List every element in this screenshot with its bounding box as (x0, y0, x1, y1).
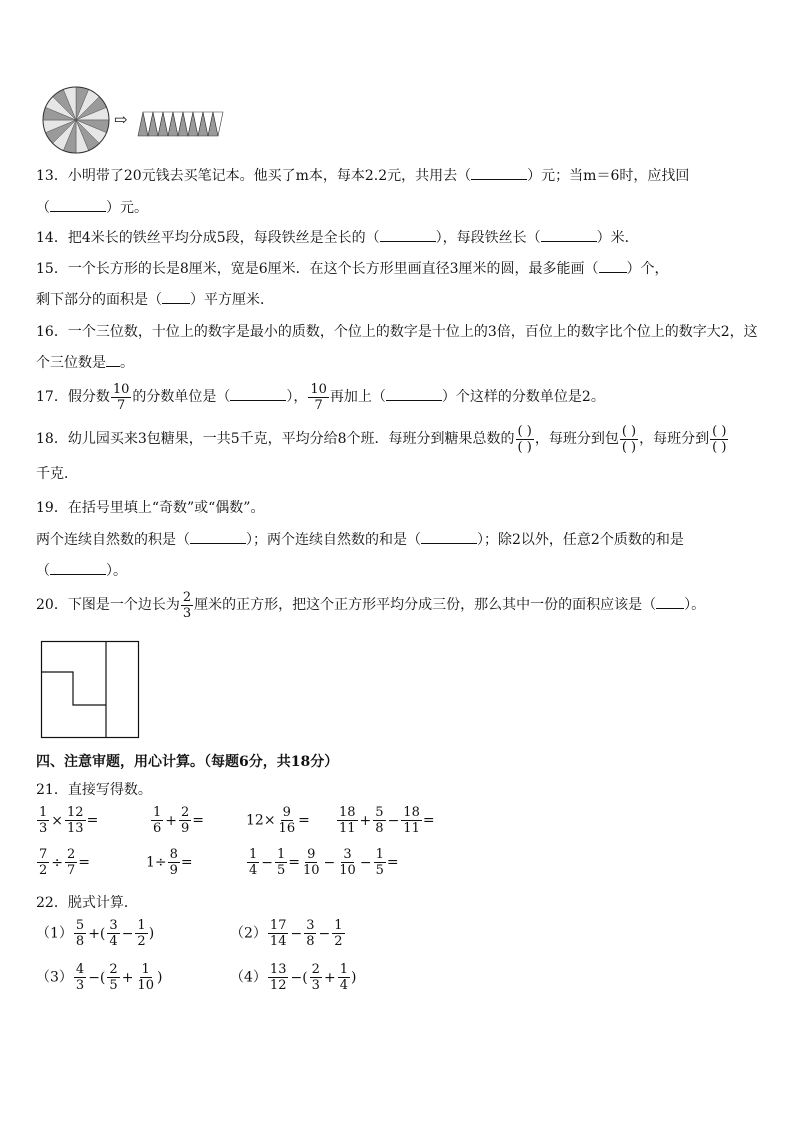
square-divided-figure (40, 640, 142, 740)
question-19-line-1: 19．在括号里填上“奇数”或“偶数”。 (36, 500, 265, 516)
answer-blank[interactable] (190, 531, 246, 544)
question-15-line-2: 剩下部分的面积是（ ）平方厘米． (36, 292, 274, 308)
question-21-title: 21．直接写得数。 (36, 782, 152, 798)
question-18-line-1: 18．幼儿园买来3包糖果，一共5千克，平均分给8个班．每班分到糖果总数的 $\frac{( )}{( )}$ ，每班分到包 $\frac{( )}{( )}$ ，每班分到 $\frac{( )}{( )}$ (36, 423, 727, 455)
question-16-line-2: 个三位数是 。 (36, 355, 134, 371)
rearranged-sectors-strip (134, 110, 226, 138)
answer-blank[interactable] (656, 596, 684, 609)
fraction: $\frac{10}{7}$ (112, 381, 130, 413)
question-15-line-1: 15．一个长方形的长是8厘米，宽是6厘米．在这个长方形里画直径3厘米的圆，最多能画（ ）个， (36, 261, 669, 277)
question-17: 17．假分数 $\frac{10}{7}$ 的分数单位是（ ）， $\frac{10}{7}$ 再加上（ ）个这样的分数单位是2。 (36, 381, 605, 413)
answer-blank[interactable] (380, 229, 436, 242)
answer-blank[interactable] (50, 199, 106, 212)
expr-22-3: （3） $\frac{4}{3}$ −( $\frac{2}{5}$ + $\frac{1}{10}$ ) (36, 962, 163, 993)
expr-21-6: 1÷ $\frac{8}{9}$ = (146, 847, 193, 878)
expr-22-1: （1） $\frac{5}{8}$ +( $\frac{3}{4}$ − $\frac{1}{2}$ ) (36, 918, 155, 949)
fraction-blank[interactable]: $\frac{( )}{( )}$ (621, 423, 637, 455)
answer-blank[interactable] (162, 291, 190, 304)
question-18-line-2: 千克． (36, 466, 78, 482)
fraction: $\frac{10}{7}$ (310, 381, 327, 413)
question-13-line-2: （ ）元。 (36, 200, 148, 216)
expr-21-8: $\frac{9}{10}$ − $\frac{3}{10}$ − $\frac{1}{5}$ = (303, 847, 399, 878)
expr-21-5: $\frac{7}{2}$ ÷ $\frac{2}{7}$ = (39, 847, 91, 878)
question-22-title: 22．脱式计算． (36, 895, 138, 911)
expr-21-3: 12× $\frac{9}{16}$ = (246, 805, 310, 836)
answer-blank[interactable] (599, 260, 627, 273)
answer-blank[interactable] (386, 388, 442, 401)
circle-sectors-figure (40, 84, 112, 156)
question-13-line-1: 13．小明带了20元钱去买笔记本。他买了m本，每本2.2元，共用去（ ）元；当m＝6时，应找回 (36, 168, 690, 184)
question-16-line-1: 16．一个三位数，十位上的数字是最小的质数，个位上的数字是十位上的3倍，百位上的数字比个位上的数字大2，这 (36, 324, 758, 340)
answer-blank[interactable] (230, 388, 286, 401)
fraction-blank[interactable]: $\frac{( )}{( )}$ (712, 423, 727, 455)
answer-blank[interactable] (50, 562, 106, 575)
expr-22-4: （4） $\frac{13}{12}$ −( $\frac{2}{3}$ + $\frac{1}{4}$ ) (230, 962, 357, 993)
question-19-line-2: 两个连续自然数的积是（ ）；两个连续自然数的和是（ ）；除2以外，任意2个质数的和是 (36, 532, 684, 548)
answer-blank[interactable] (106, 354, 120, 367)
section-4-title: 四、注意审题，用心计算。（每题6分，共18分） (36, 754, 339, 770)
question-14: 14．把4米长的铁丝平均分成5段，每段铁丝是全长的（ ），每段铁丝长（ ）米． (36, 230, 639, 246)
question-20: 20．下图是一个边长为 $\frac{2}{3}$ 厘米的正方形，把这个正方形平均分成三份，那么其中一份的面积应该是（ ）。 (36, 589, 706, 621)
fraction: $\frac{2}{3}$ (182, 589, 192, 621)
expr-21-1: $\frac{1}{3}$ × $\frac{12}{13}$ = (39, 805, 99, 836)
arrow-icon: ⇨ (114, 110, 128, 129)
expr-21-4: $\frac{18}{11}$ + $\frac{5}{8}$ − $\frac{18}{11}$ = (339, 805, 435, 836)
expr-22-2: （2） $\frac{17}{14}$ − $\frac{3}{8}$ − $\frac{1}{2}$ (230, 918, 343, 949)
fraction-blank[interactable]: $\frac{( )}{( )}$ (517, 423, 532, 455)
answer-blank[interactable] (421, 531, 477, 544)
expr-21-7: $\frac{1}{4}$ − $\frac{1}{5}$ = (249, 847, 301, 878)
answer-blank[interactable] (471, 167, 527, 180)
answer-blank[interactable] (541, 229, 597, 242)
question-19-line-3: （ ）。 (36, 563, 127, 579)
expr-21-2: $\frac{1}{6}$ + $\frac{2}{9}$ = (153, 805, 205, 836)
